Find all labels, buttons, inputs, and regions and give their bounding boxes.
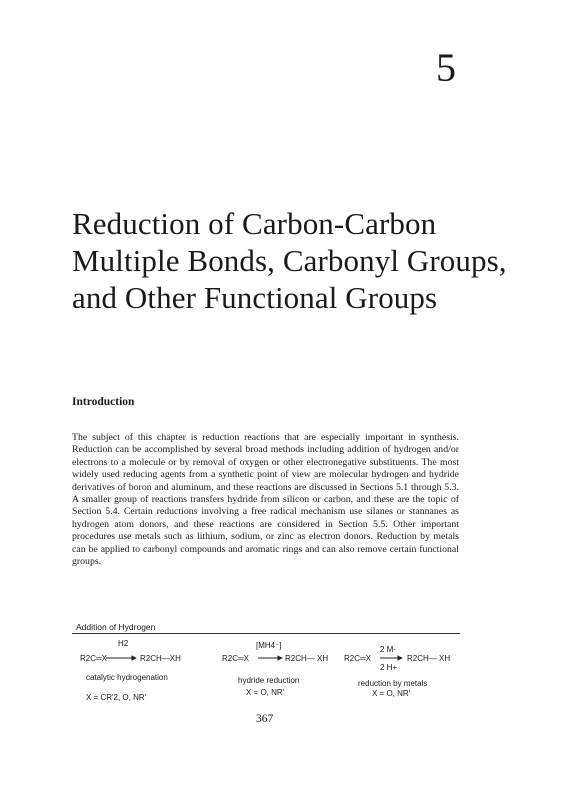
reactant: R2C═X	[80, 654, 108, 663]
page-number: 367	[256, 713, 274, 725]
chapter-title: Reduction of Carbon-Carbon Multiple Bonds, Carbonyl Groups, and Other Functional Groups	[72, 206, 507, 315]
body-paragraph: The subject of this chapter is reduction reactions that are especially important in synthesis. Reduction can be accomplished by several broad methods including addition of hydrogen and/or electrons to a molecule or by removal of oxygen or other electronegative substituents. The most widely used reducing agents from a synthetic point of view are molecular hydrogen and hydride derivatives of boron and aluminum, and these reactions are discussed in Sections 5.1 through 5.3. A smaller group of reactions transfers hydride from silicon or carbon, and these are the topic of Section 5.4. Certain reductions involving a free radical mechanism use silanes or stannanes as hydrogen atom donors, and these reactions are considered in Section 5.5. Other important procedures use metals such as lithium, sodium, or zinc as electron donors. Reduction by metals can be applied to carbonyl compounds and aromatic rings and can also remove certain functional groups.	[72, 432, 459, 568]
product: R2CH—XH	[140, 654, 181, 663]
reactant: R2C═X	[222, 654, 250, 663]
reaction-condition: X = O, NR′	[246, 688, 285, 697]
reactant: R2C═X	[344, 654, 372, 663]
reaction-condition: X = CR′2, O, NR′	[86, 693, 147, 702]
reagent-proton: 2 H+	[380, 663, 398, 672]
section-heading: Introduction	[72, 396, 135, 408]
product: R2CH— XH	[285, 654, 329, 663]
reagent-metal: 2 M·	[380, 645, 396, 654]
reaction-label: catalytic hydrogenation	[86, 673, 168, 682]
chapter-number: 5	[436, 45, 456, 90]
reagent-hydride: [MH4⁻]	[256, 641, 282, 650]
reaction-label: reduction by metals	[358, 679, 428, 688]
reaction-condition: X = O, NR′	[372, 689, 411, 698]
scheme-heading: Addition of Hydrogen	[76, 622, 156, 632]
reagent-h2: H2	[118, 639, 129, 648]
reaction-scheme	[72, 618, 462, 713]
product: R2CH— XH	[407, 654, 451, 663]
reaction-label: hydride reduction	[238, 676, 300, 685]
